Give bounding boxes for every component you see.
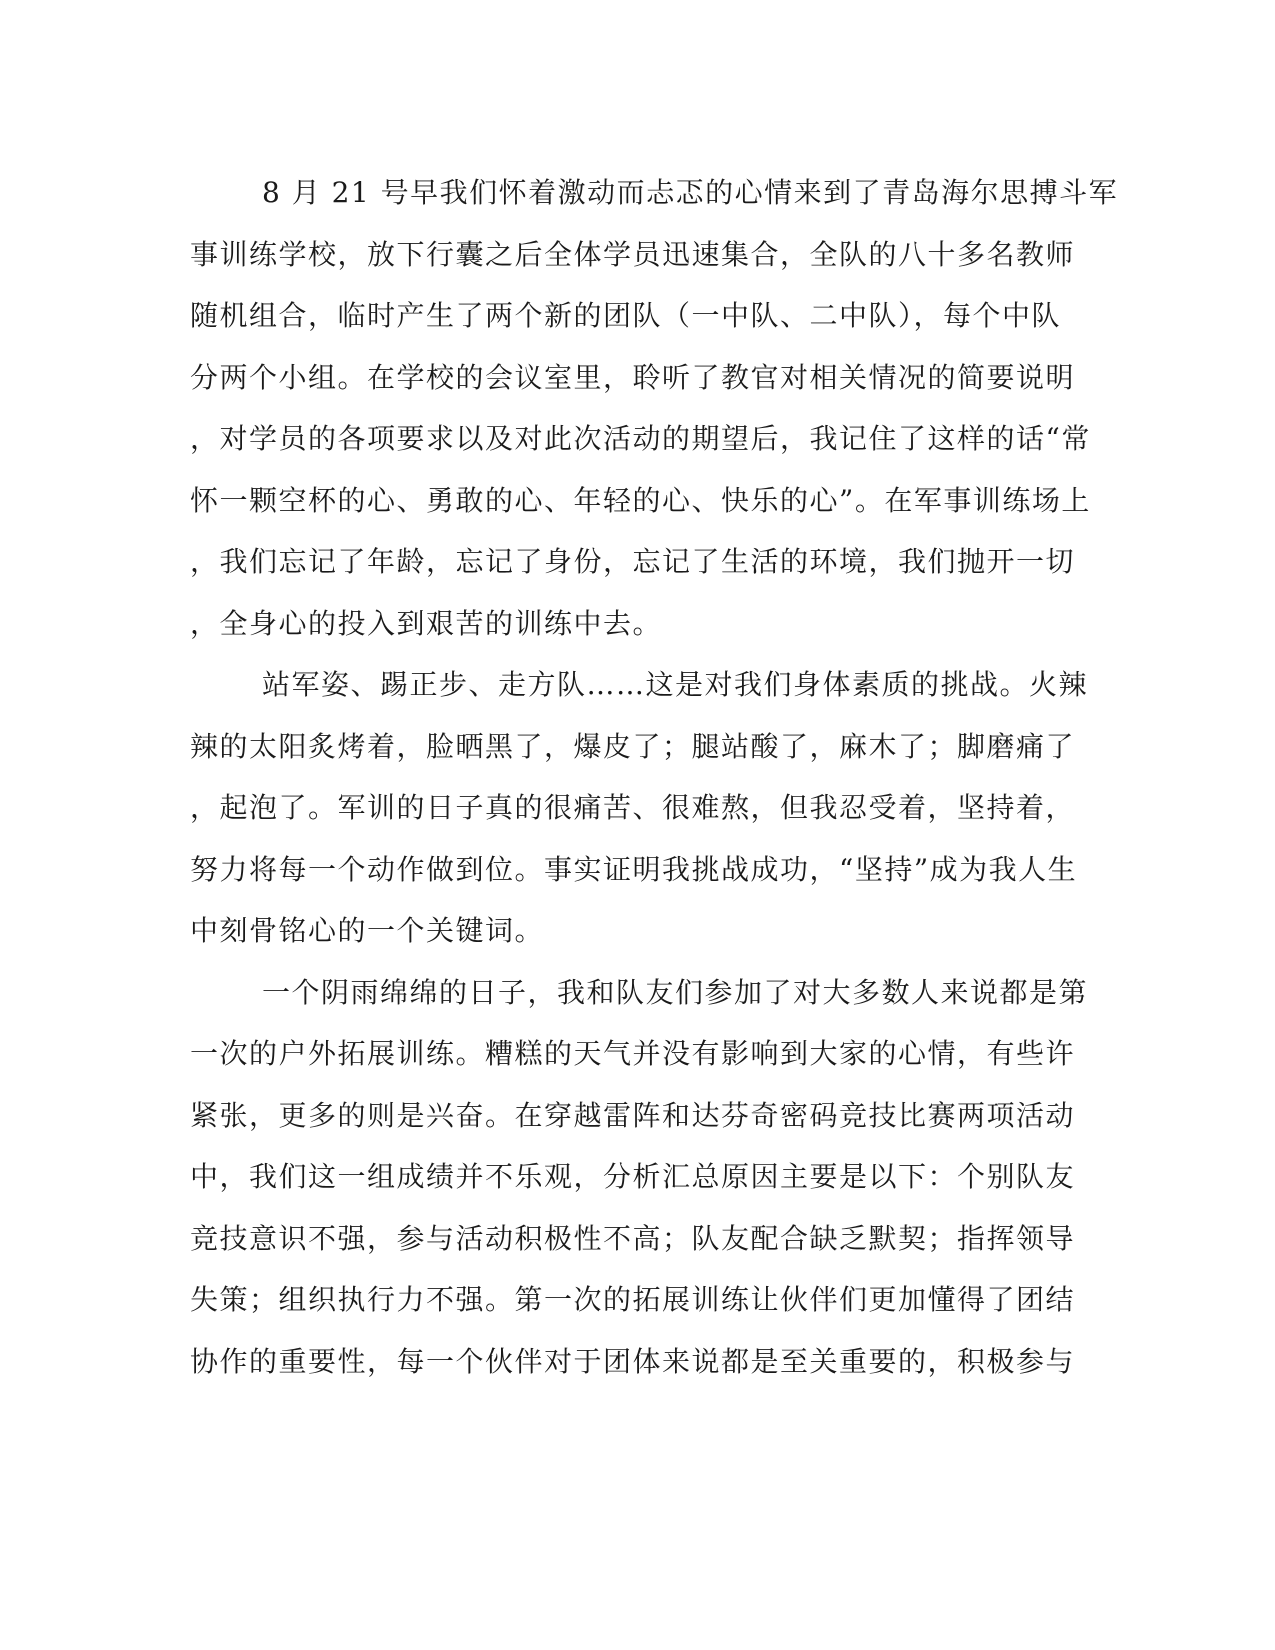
text-line: 中刻骨铭心的一个关键词。: [190, 914, 545, 947]
text-line: ，对学员的各项要求以及对此次活动的期望后，我记住了这样的话“常: [190, 422, 1091, 455]
text-line: 怀一颗空杯的心、勇敢的心、年轻的心、快乐的心”。在军事训练场上: [190, 483, 1091, 517]
text-line: 中，我们这一组成绩并不乐观，分析汇总原因主要是以下：个别队友: [190, 1160, 1076, 1193]
text-line: 协作的重要性，每一个伙伴对于团体来说都是至关重要的，积极参与: [190, 1344, 1076, 1378]
text-line: 失策；组织执行力不强。第一次的拓展训练让伙伴们更加懂得了团结: [190, 1283, 1076, 1316]
text-line: ，我们忘记了年龄，忘记了身份，忘记了生活的环境，我们抛开一切: [190, 545, 1076, 578]
text-line: 随机组合，临时产生了两个新的团队（一中队、二中队），每个中队: [190, 299, 1062, 332]
text-line: 竞技意识不强，参与活动积极性不高；队友配合缺乏默契；指挥领导: [190, 1221, 1076, 1255]
body-text: [190, 162, 1119, 1392]
text-line: ，起泡了。军训的日子真的很痛苦、很难熬，但我忍受着，坚持着，: [190, 791, 1076, 824]
text-line: 辣的太阳炙烤着，脸晒黑了，爆皮了；腿站酸了，麻木了；脚磨痛了: [190, 729, 1076, 763]
text-line: 站军姿、踢正步、走方队……这是对我们身体素质的挑战。火辣: [262, 668, 1089, 701]
text-line: 8 月 21 号早我们怀着激动而忐忑的心情来到了青岛海尔思搏斗军: [262, 176, 1119, 209]
text-line: 事训练学校，放下行囊之后全体学员迅速集合，全队的八十多名教师: [190, 237, 1076, 271]
text-line: 紧张，更多的则是兴奋。在穿越雷阵和达芬奇密码竞技比赛两项活动: [190, 1098, 1076, 1132]
text-line: 努力将每一个动作做到位。事实证明我挑战成功，“坚持”成为我人生: [190, 852, 1078, 886]
text-line: 一次的户外拓展训练。糟糕的天气并没有影响到大家的心情，有些许: [190, 1037, 1076, 1070]
text-line: 一个阴雨绵绵的日子，我和队友们参加了对大多数人来说都是第: [262, 975, 1089, 1009]
text-line: 分两个小组。在学校的会议室里，聆听了教官对相关情况的简要说明: [190, 360, 1076, 394]
text-line: ，全身心的投入到艰苦的训练中去。: [190, 606, 663, 640]
